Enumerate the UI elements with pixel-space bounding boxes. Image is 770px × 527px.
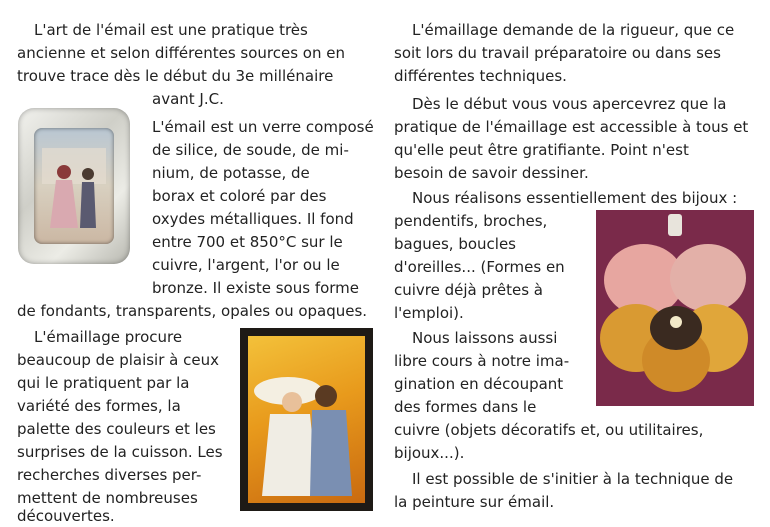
text-line: l'emploi). — [394, 304, 464, 322]
text-line: trouve trace dès le début du 3e millénaire — [17, 67, 334, 85]
text-line: d'oreilles... (Formes en — [394, 258, 565, 276]
text-line: L'émaillage demande de la rigueur, que ce — [412, 21, 735, 39]
text-line: nium, de potasse, de — [152, 164, 310, 182]
text-line: de silice, de soude, de mi- — [152, 141, 349, 159]
text-line: des formes dans le — [394, 398, 537, 416]
pendant-painting — [248, 336, 365, 503]
text-line: pratique de l'émaillage est accessible à tous et — [394, 118, 749, 136]
text-line: avant J.C. — [152, 90, 224, 108]
text-line: pendentifs, broches, — [394, 212, 548, 230]
text-line: bagues, boucles — [394, 235, 516, 253]
text-line: soit lors du travail préparatoire ou dans ses — [394, 44, 721, 62]
text-line: la peinture sur émail. — [394, 493, 555, 511]
text-line: recherches diverses per- — [17, 466, 202, 484]
couple-figures-illustration — [34, 128, 114, 244]
text-line: oxydes métalliques. Il fond — [152, 210, 354, 228]
text-line: bronze. Il existe sous forme — [152, 279, 360, 297]
pansy-pendant-photo — [596, 210, 754, 406]
couple-pendant-photo — [240, 328, 373, 511]
text-line: découvertes. — [17, 507, 115, 525]
text-line: cuivre, l'argent, l'or ou le — [152, 256, 340, 274]
text-line: L'émaillage procure — [34, 328, 183, 346]
couple-kiss-illustration — [248, 336, 365, 503]
text-line: variété des formes, la — [17, 397, 181, 415]
enamel-painting — [34, 128, 114, 244]
text-line: besoin de savoir dessiner. — [394, 164, 589, 182]
text-line: mettent de nombreuses — [17, 489, 198, 507]
text-line: Nous réalisons essentiellement des bijoux : — [412, 189, 738, 207]
pansy-illustration — [596, 210, 754, 406]
text-line: palette des couleurs et les — [17, 420, 216, 438]
text-line: gination en découpant — [394, 375, 564, 393]
text-line: L'émail est un verre composé — [152, 118, 374, 136]
text-line: Dès le début vous vous apercevrez que la — [412, 95, 727, 113]
text-line: ancienne et selon différentes sources on en — [17, 44, 345, 62]
text-line: bijoux...). — [394, 444, 465, 462]
text-line: borax et coloré par des — [152, 187, 327, 205]
text-line: différentes techniques. — [394, 67, 567, 85]
text-line: qu'elle peut être gratifiante. Point n'est — [394, 141, 689, 159]
text-line: cuivre (objets décoratifs et, ou utilitaires, — [394, 421, 704, 439]
text-line: beaucoup de plaisir à ceux — [17, 351, 219, 369]
text-line: entre 700 et 850°C sur le — [152, 233, 343, 251]
text-line: cuivre déjà prêtes à — [394, 281, 543, 299]
framed-enamel-photo — [18, 108, 130, 264]
text-line: L'art de l'émail est une pratique très — [34, 21, 308, 39]
text-line: surprises de la cuisson. Les — [17, 443, 223, 461]
text-line: de fondants, transparents, opales ou opaques. — [17, 302, 368, 320]
text-line: libre cours à notre ima- — [394, 352, 570, 370]
text-line: Il est possible de s'initier à la technique de — [412, 470, 734, 488]
text-line: qui le pratiquent par la — [17, 374, 190, 392]
text-line: Nous laissons aussi — [412, 329, 558, 347]
